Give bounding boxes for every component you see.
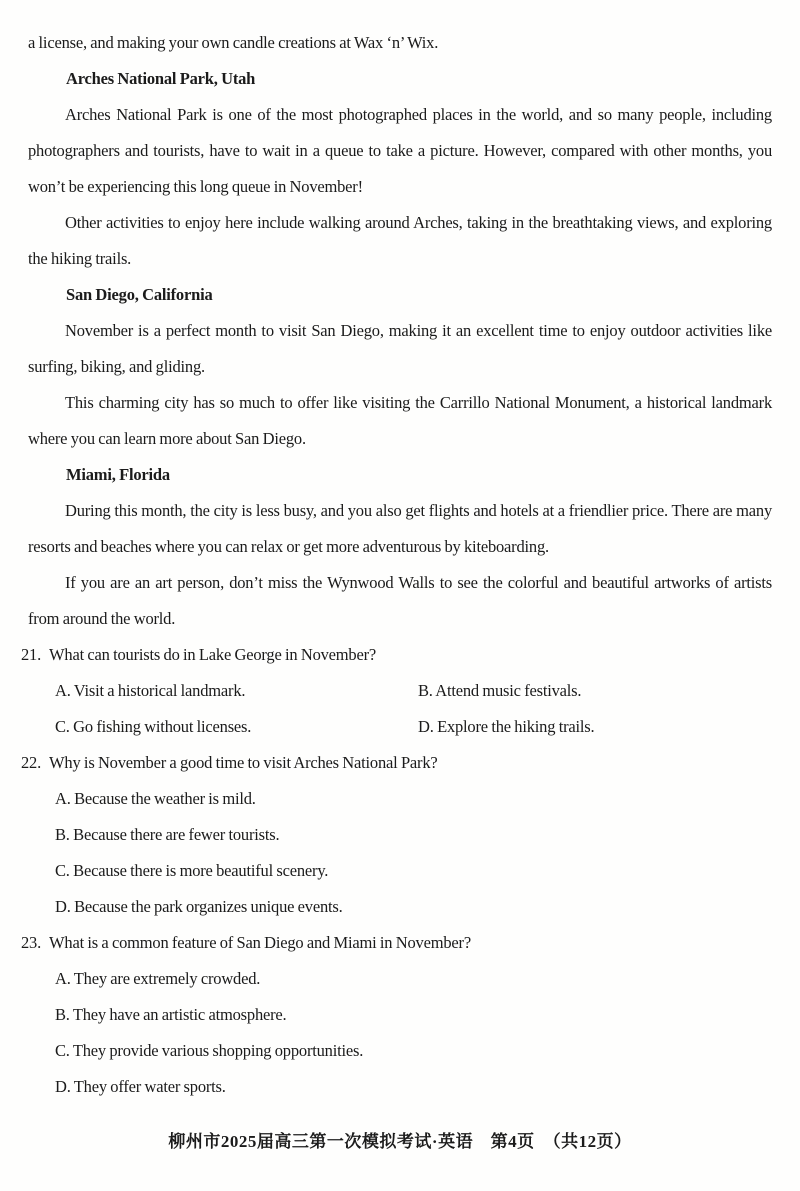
section-heading-miami: Miami, Florida [66,465,170,484]
question-23-option-d: D. They offer water sports. [55,1077,226,1096]
question-22-stem [21,745,772,781]
question-21-option-d: D. Explore the hiking trails. [418,717,595,736]
section-heading-san-diego: San Diego, California [66,285,213,304]
page-footer: 柳州市2025届高三第一次模拟考试·英语 第4页 （共12页） [168,1132,632,1151]
question-23-option-b: B. They have an artistic atmosphere. [55,1005,287,1024]
question-21-number: 21. [21,645,42,664]
question-23-options [55,961,772,1105]
passage-paragraph: Other activities to enjoy here include walking around Arches, taking in the breathtaking views, and exploring the hiking trails. [28,213,772,268]
question-21-option-b: B. Attend music festivals. [418,681,582,700]
question-23-option-c: C. They provide various shopping opportunities. [55,1041,364,1060]
passage-paragraph: This charming city has so much to offer like visiting the Carrillo National Monument, a historical landmark where you can learn more about San Diego. [28,393,772,448]
passage-paragraph: November is a perfect month to visit San Diego, making it an excellent time to enjoy outdoor activities like surfing, biking, and gliding. [28,321,772,376]
question-22-option-d: D. Because the park organizes unique events. [55,897,343,916]
question-22 [21,745,772,925]
question-22-number: 22. [21,753,42,772]
passage-paragraph: Arches National Park is one of the most photographed places in the world, and so many people, including photographers and tourists, have to wait in a queue to take a picture. However, compared with other months, you won’t be experiencing this long queue in November! [28,105,772,196]
question-21-option-a: A. Visit a historical landmark. [55,681,246,700]
question-21-text: What can tourists do in Lake George in November? [49,645,377,664]
question-23 [21,925,772,1105]
passage-continuation-line: a license, and making your own candle creations at Wax ‘n’ Wix. [28,33,439,52]
question-22-options [55,781,772,925]
question-21-stem [21,637,772,673]
question-21-option-c: C. Go fishing without licenses. [55,717,252,736]
question-22-option-b: B. Because there are fewer tourists. [55,825,280,844]
question-23-number: 23. [21,933,42,952]
question-22-option-c: C. Because there is more beautiful scenery. [55,861,329,880]
passage-paragraph: During this month, the city is less busy, and you also get flights and hotels at a friendlier price. There are many resorts and beaches where you can relax or get more adventurous by kiteboarding. [28,501,772,556]
question-23-stem [21,925,772,961]
question-21-options [55,673,772,745]
question-22-text: Why is November a good time to visit Arches National Park? [49,753,438,772]
question-22-option-a: A. Because the weather is mild. [55,789,256,808]
section-heading-arches: Arches National Park, Utah [66,69,256,88]
passage-paragraph: If you are an art person, don’t miss the Wynwood Walls to see the colorful and beautiful artworks of artists from around the world. [28,573,772,628]
question-23-text: What is a common feature of San Diego and Miami in November? [49,933,471,952]
question-21 [21,637,772,745]
question-23-option-a: A. They are extremely crowded. [55,969,261,988]
